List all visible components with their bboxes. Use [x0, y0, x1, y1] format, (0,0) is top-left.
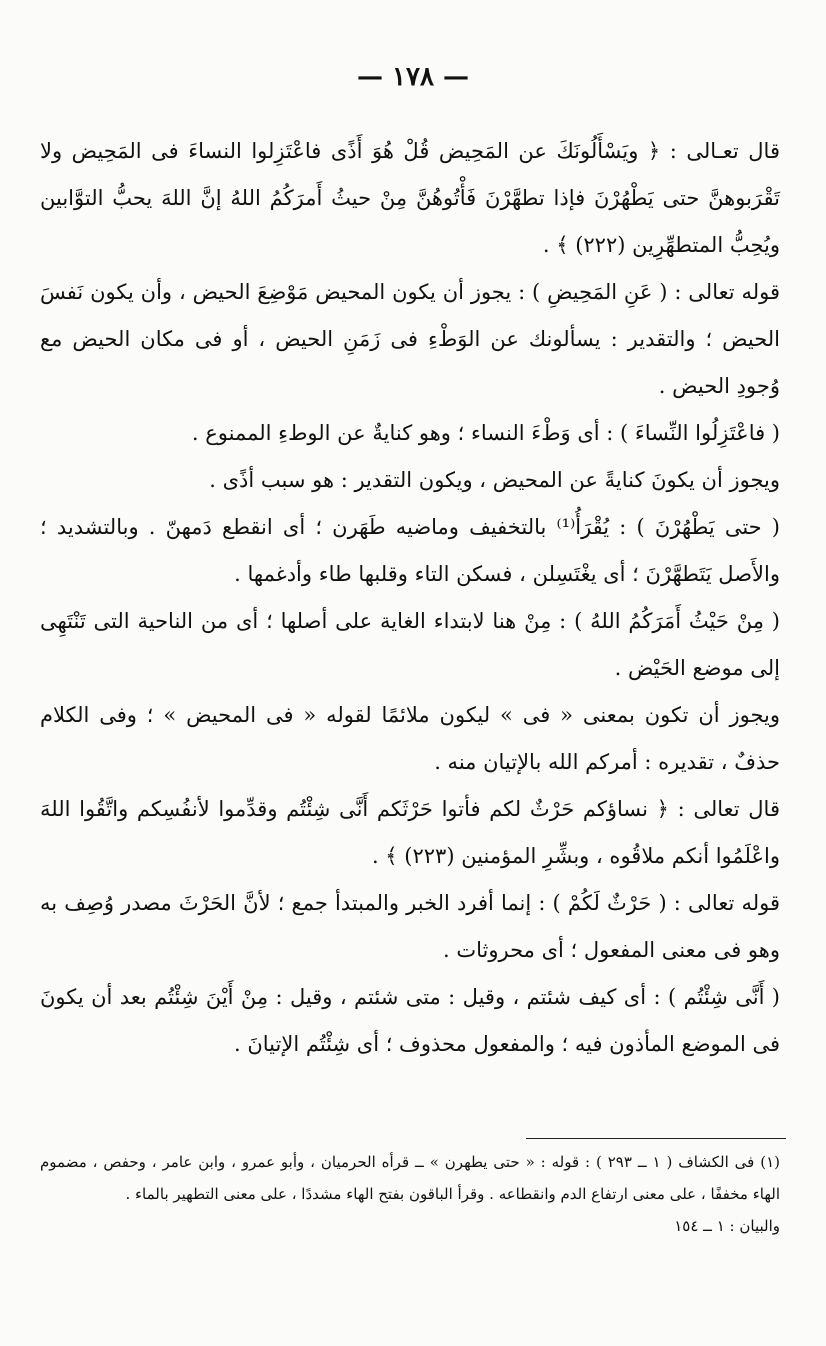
paragraph-itazilu: ( فاعْتَزِلُوا النِّساءَ ) : أى وَطْءَ النساء ؛ وهو كنايةٌ عن الوطءِ الممنوع .	[191, 421, 780, 445]
paragraph-verse-223: قال تعالى : ﴿ نساؤكم حَرْثٌ لكم فأتوا حَرْثَكم أَنَّى شِئْتُم وقدِّموا لأنفُسِكم واتَّقُوا اللهَ واعْلَمُوا أنكم ملاقُوه ، وبشِّرِ المؤمنين (٢٢٣) ﴾ .	[40, 797, 780, 868]
paragraph-anna-shitum: ( أَنَّى شِئْتُم ) : أى كيف شئتم ، وقيل : متى شئتم ، وقيل : مِنْ أَيْنَ شِئْتُم بعد أن يكونَ فى الموضع المأذون فيه ؛ والمفعول محذوف ؛ أى شِئْتُم الإتيانَ .	[40, 985, 780, 1056]
paragraph-harth: قوله تعالى : ( حَرْثٌ لَكُمْ ) : إنما أفرد الخبر والمبتدأ جمع ؛ لأنَّ الحَرْثَ مصدر وُصِف به وهو فى معنى المفعول ؛ أى محروثات .	[40, 891, 780, 962]
paragraph-bi-mana-fi: ويجوز أن تكون بمعنى « فى » ليكون ملائمًا لقوله « فى المحيض » ؛ وفى الكلام حذفٌ ، تقديره : أمركم الله بالإتيان منه .	[40, 703, 780, 774]
paragraph-min-haythu: ( مِنْ حَيْثُ أَمَرَكُمُ اللهُ ) : مِنْ هنا لابتداء الغاية على أصلها ؛ أى من الناحية التى تَنْتَهِى إلى موضع الحَيْض .	[40, 609, 780, 680]
page-number: — ١٧٨ —	[356, 62, 470, 92]
paragraph-almahid: قوله تعالى : ( عَنِ المَحِيضِ ) : يجوز أن يكون المحيض مَوْضِعَ الحيض ، وأن يكون نَفسَ الحيض ؛ والتقدير : يسألونك عن الوَطْءِ فى زَمَنِ الحيض ، أو فى مكان الحيض مع وُجودِ الحيض .	[40, 280, 780, 398]
footnote-reference: والبيان : ١ ــ ١٥٤	[674, 1217, 780, 1235]
paragraph-verse-222: قال تعـالى : ﴿ ويَسْأَلُونَكَ عن المَحِيض قُلْ هُوَ أَذًى فاعْتَزِلوا النساءَ فى المَحِيض ولا تَقْرَبوهنَّ حتى يَطْهُرْنَ فإذا تطهَّرْنَ فَأْتُوهُنَّ مِنْ حيثُ أَمرَكُمُ اللهُ إنَّ اللهَ يحبُّ التوَّابين ويُحِبُّ المتطهِّرِين (٢٢٢) ﴾ .	[40, 139, 780, 257]
main-text	[40, 128, 780, 1068]
footnote-1: (١) فى الكشاف ( ١ ــ ٢٩٣ ) : قوله : « حتى يطهرن » ــ قرأه الحرميان ، وأبو عمرو ، وابن عامر ، وحفص ، مضموم الهاء مخففًا ، على معنى ارتفاع الدم وانقطاعه . وقرأ الباقون بفتح الهاء مشددًا ، على معنى التطهير بالماء .	[40, 1153, 780, 1203]
footnotes	[40, 1146, 780, 1242]
paragraph-kinaya: ويجوز أن يكونَ كنايةً عن المحيض ، ويكون التقدير : هو سبب أذًى .	[209, 468, 780, 492]
paragraph-yathurna: ( حتى يَطْهُرْنَ ) : يُقْرَأُ⁽¹⁾ بالتخفيف وماضيه طَهَرن ؛ أى انقطع دَمهنّ . وبالتشديد ؛ والأَصل يَتَطهَّرْنَ ؛ أى يغْتَسِلن ، فسكن التاء وقلبها طاء وأدغمها .	[40, 515, 781, 586]
footnote-divider	[526, 1138, 786, 1139]
